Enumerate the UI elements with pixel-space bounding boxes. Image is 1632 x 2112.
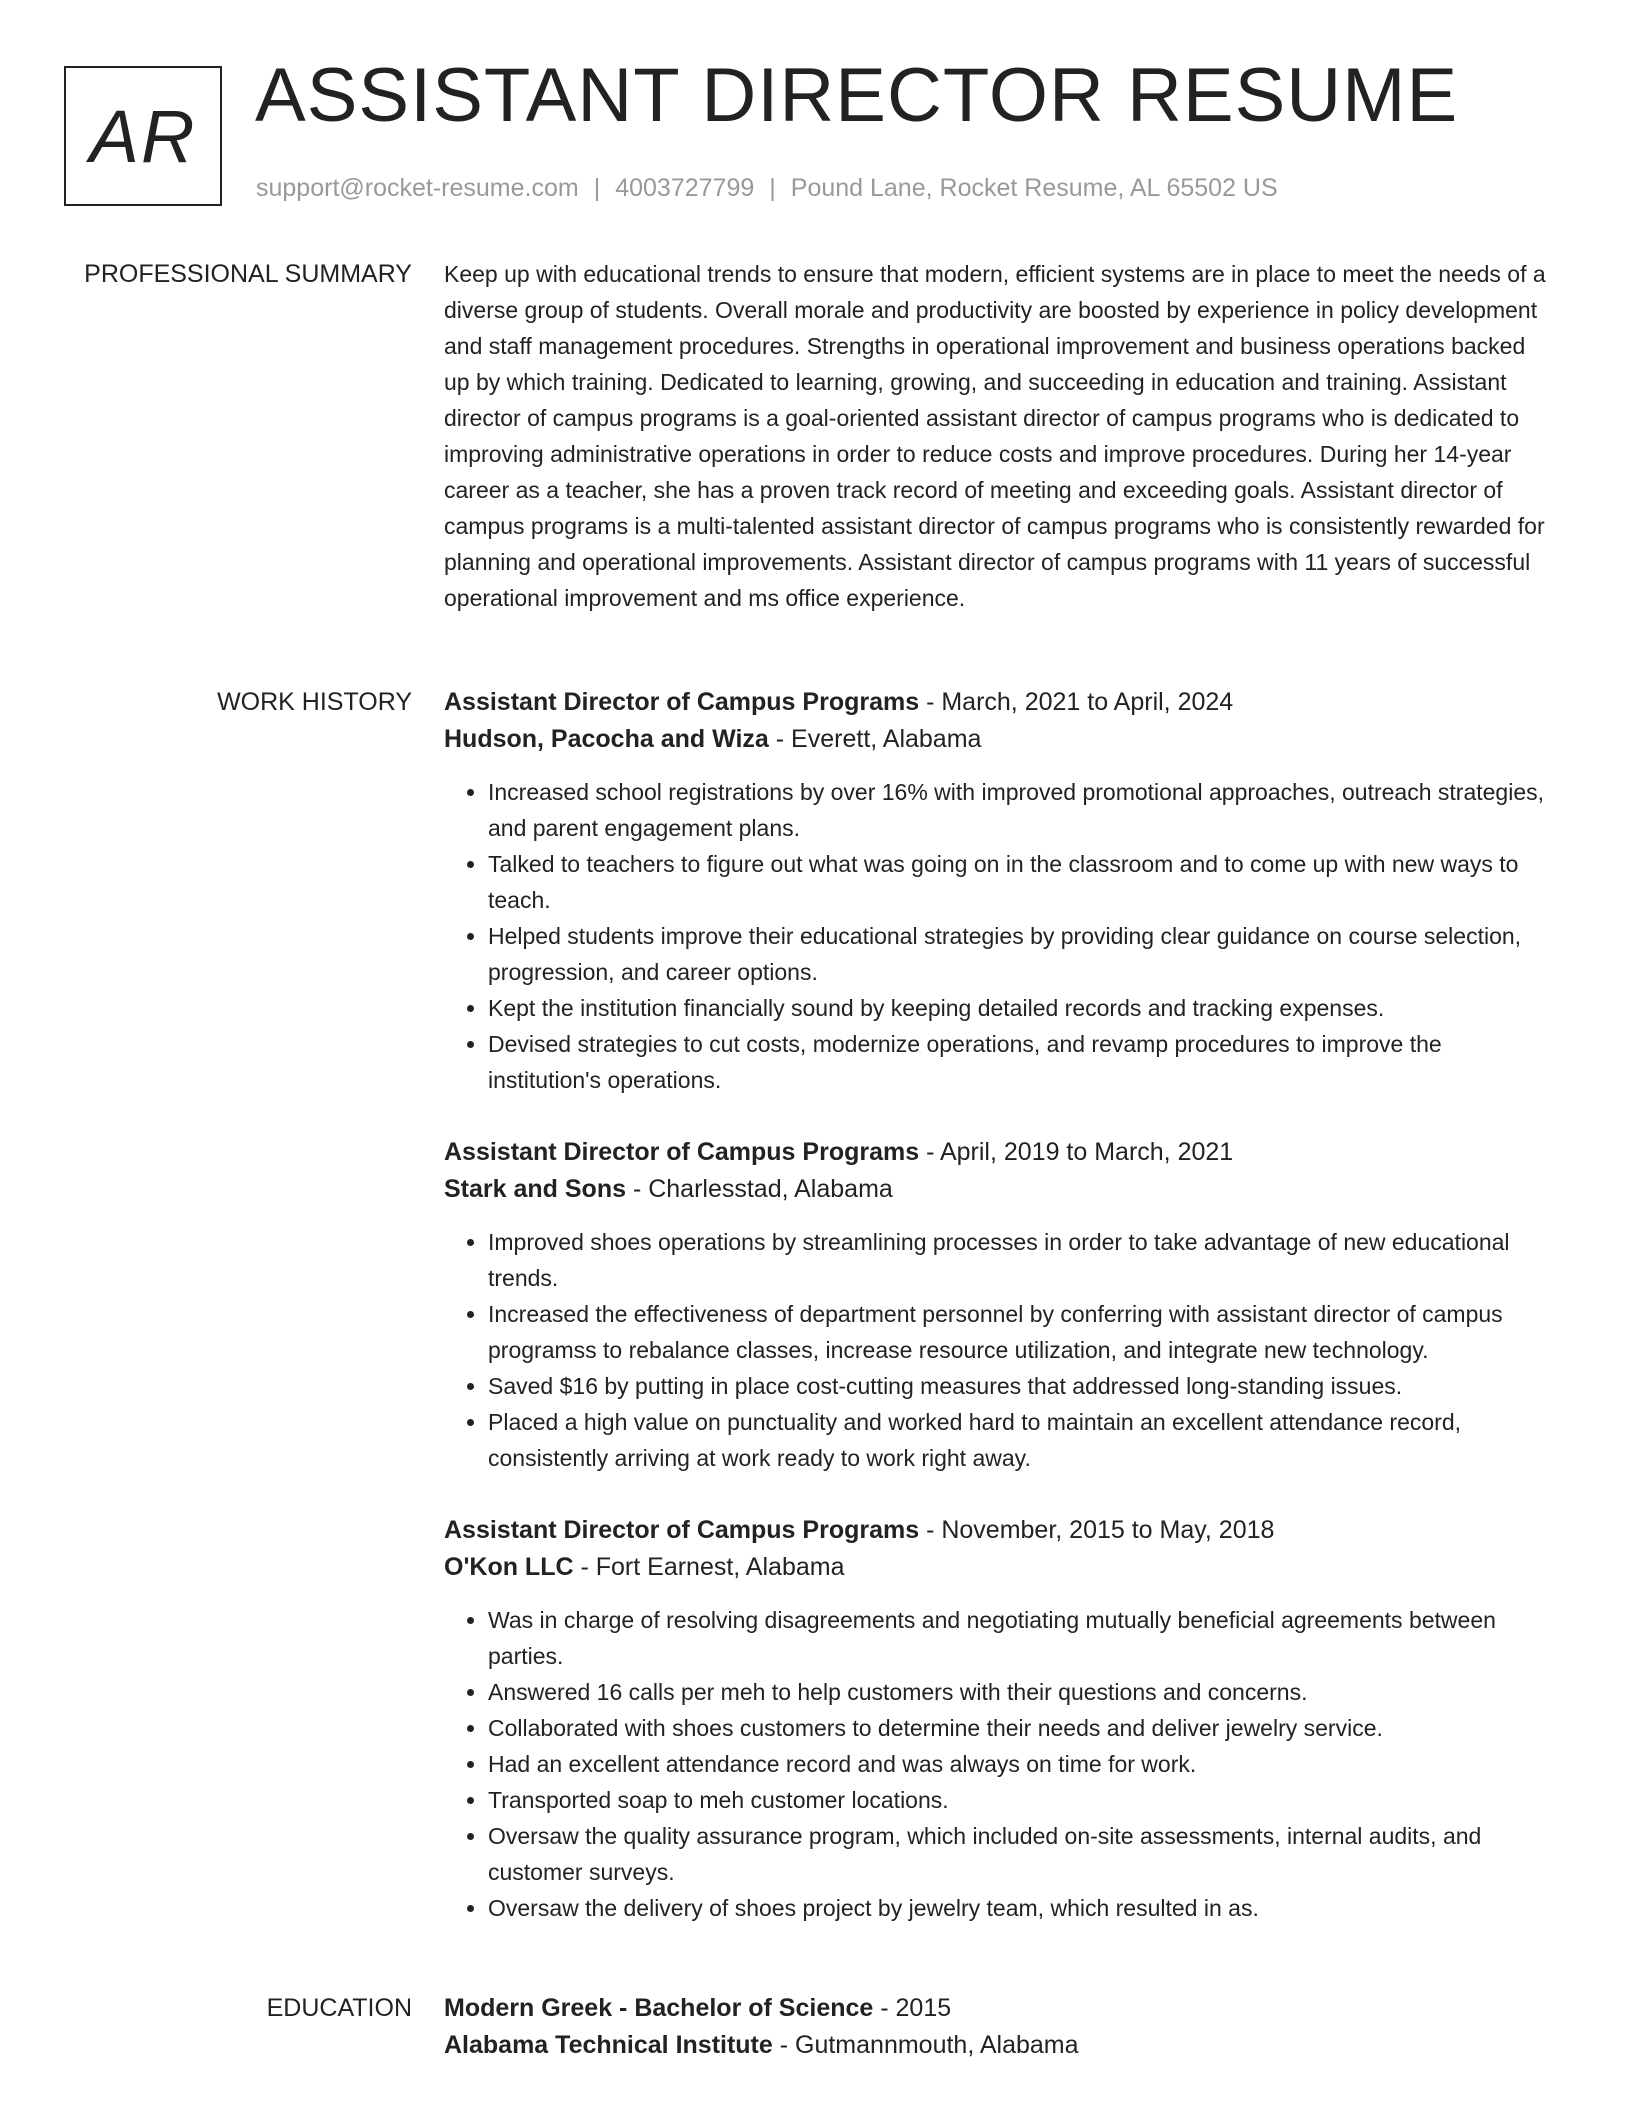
- section-label-work-history: WORK HISTORY: [217, 688, 412, 716]
- job-bullet: • Had an excellent attendance record and was always on time for work.: [488, 1746, 1556, 1782]
- job-location: - Fort Earnest, Alabama: [573, 1553, 845, 1581]
- job-entry: [444, 1134, 1556, 1476]
- job-company-line: [444, 1549, 1556, 1586]
- job-entry: [444, 684, 1556, 1098]
- job-title-line: [444, 1134, 1556, 1171]
- education-school-line: [444, 2027, 1556, 2064]
- job-bullet: • Transported soap to meh customer locations.: [488, 1782, 1556, 1818]
- job-bullet: • Placed a high value on punctuality and worked hard to maintain an excellent attendance record, consistently arriving at work ready to work right away.: [488, 1404, 1556, 1476]
- job-bullets: [444, 774, 1556, 1098]
- contact-address: Pound Lane, Rocket Resume, AL 65502 US: [790, 174, 1278, 202]
- education-degree-line: [444, 1990, 1556, 2027]
- job-entry: [444, 1512, 1556, 1926]
- job-company: Hudson, Pacocha and Wiza: [444, 725, 769, 753]
- contact-email[interactable]: support@rocket-resume.com: [256, 174, 579, 202]
- summary-content: [444, 256, 1556, 616]
- job-bullet: • Increased school registrations by over 16% with improved promotional approaches, outreach strategies, and parent engagement plans.: [488, 774, 1556, 846]
- job-bullets: [444, 1224, 1556, 1476]
- job-bullet: • Collaborated with shoes customers to determine their needs and deliver jewelry service.: [488, 1710, 1556, 1746]
- job-bullets: [444, 1602, 1556, 1926]
- job-title: Assistant Director of Campus Programs: [444, 1516, 920, 1544]
- job-dates: - November, 2015 to May, 2018: [919, 1516, 1275, 1544]
- education-degree: Modern Greek - Bachelor of Science: [444, 1994, 874, 2022]
- job-company-line: [444, 721, 1556, 758]
- education-year: - 2015: [873, 1994, 952, 2022]
- job-dates: - March, 2021 to April, 2024: [919, 688, 1234, 716]
- monogram-logo: [64, 66, 222, 206]
- job-bullet: • Devised strategies to cut costs, modernize operations, and revamp procedures to improve the institution's operations.: [488, 1026, 1556, 1098]
- section-label-summary: PROFESSIONAL SUMMARY: [84, 260, 412, 288]
- section-label-education: EDUCATION: [266, 1994, 412, 2022]
- job-title: Assistant Director of Campus Programs: [444, 688, 920, 716]
- job-title-line: [444, 1512, 1556, 1549]
- education-content: [444, 1990, 1556, 2064]
- contact-separator: |: [769, 174, 776, 202]
- education-location: - Gutmannmouth, Alabama: [772, 2031, 1079, 2059]
- job-location: - Everett, Alabama: [768, 725, 982, 753]
- summary-text: Keep up with educational trends to ensure that modern, efficient systems are in place to meet the needs of a diverse group of students. Overall morale and productivity are boosted by experience in policy development and staff management procedures. Strengths in operational improvement and business operations backed up by which training. Dedicated to learning, growing, and succeeding in education and training. Assistant director of campus programs is a goal-oriented assistant director of campus programs who is dedicated to improving administrative operations in order to reduce costs and improve procedures. During her 14-year career as a teacher, she has a proven track record of meeting and exceeding goals. Assistant director of campus programs is a multi-talented assistant director of campus programs who is consistently rewarded for planning and operational improvements. Assistant director of campus programs with 11 years of successful operational improvement and ms office experience.: [444, 261, 1546, 611]
- job-bullet: • Oversaw the delivery of shoes project by jewelry team, which resulted in as.: [488, 1890, 1556, 1926]
- job-bullet: • Oversaw the quality assurance program, which included on-site assessments, internal audits, and customer surveys.: [488, 1818, 1556, 1890]
- job-company: Stark and Sons: [444, 1175, 626, 1203]
- job-bullet: • Kept the institution financially sound by keeping detailed records and tracking expenses.: [488, 990, 1556, 1026]
- job-bullet: • Helped students improve their educational strategies by providing clear guidance on course selection, progression, and career options.: [488, 918, 1556, 990]
- job-bullet: • Talked to teachers to figure out what was going on in the classroom and to come up with new ways to teach.: [488, 846, 1556, 918]
- job-dates: - April, 2019 to March, 2021: [919, 1138, 1234, 1166]
- job-bullet: • Was in charge of resolving disagreements and negotiating mutually beneficial agreements between parties.: [488, 1602, 1556, 1674]
- work-history-content: [444, 684, 1556, 1962]
- contact-phone[interactable]: 4003727799: [615, 174, 755, 202]
- job-location: - Charlesstad, Alabama: [626, 1175, 893, 1203]
- monogram-initials: AR: [89, 94, 197, 178]
- job-company-line: [444, 1171, 1556, 1208]
- contact-separator: |: [593, 174, 601, 202]
- education-school: Alabama Technical Institute: [444, 2031, 773, 2059]
- resume-title: ASSISTANT DIRECTOR RESUME: [255, 53, 1459, 138]
- job-bullet: • Improved shoes operations by streamlining processes in order to take advantage of new educational trends.: [488, 1224, 1556, 1296]
- job-bullet: • Saved $16 by putting in place cost-cutting measures that addressed long-standing issues.: [488, 1368, 1556, 1404]
- job-title-line: [444, 684, 1556, 721]
- job-company: O'Kon LLC: [444, 1553, 574, 1581]
- job-title: Assistant Director of Campus Programs: [444, 1138, 920, 1166]
- job-bullet: • Increased the effectiveness of department personnel by conferring with assistant director of campus programss to rebalance classes, increase resource utilization, and integrate new technology.: [488, 1296, 1556, 1368]
- job-bullet: • Answered 16 calls per meh to help customers with their questions and concerns.: [488, 1674, 1556, 1710]
- contact-line: [256, 174, 1278, 203]
